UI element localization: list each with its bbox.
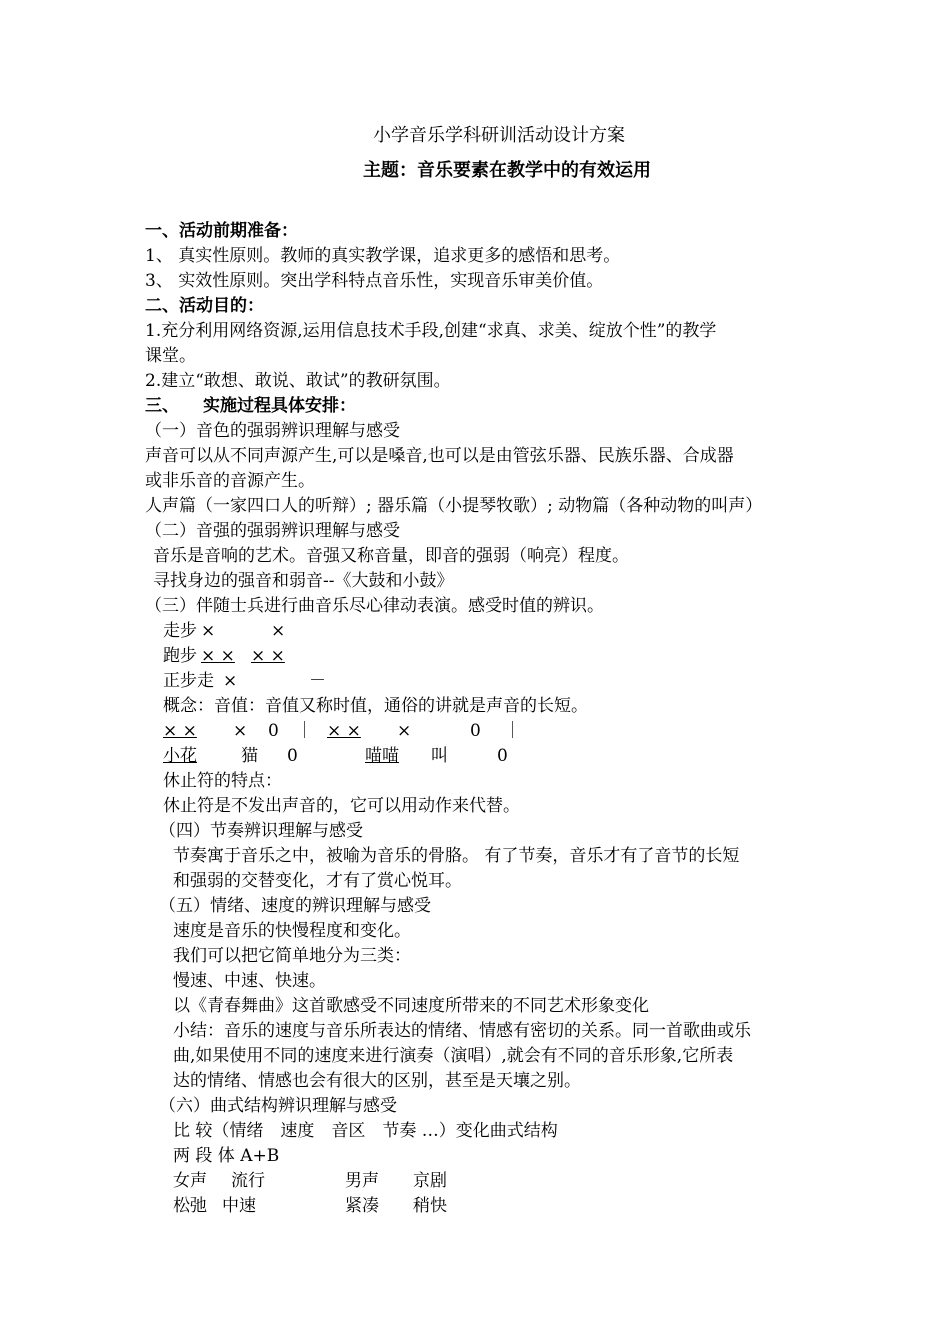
part2-line: 寻找身边的强音和弱音--《大鼓和小鼓》 (153, 571, 454, 591)
run-note: × × (201, 646, 235, 666)
walk-label: 走步 (163, 621, 197, 641)
part6-heading: （六）曲式结构辨识理解与感受 (159, 1096, 397, 1116)
structure-cell: 中速 (222, 1196, 256, 1216)
part5-line: 以《青春舞曲》这首歌感受不同速度所带来的不同艺术形象变化 (173, 996, 649, 1016)
section2-item1-line1: 1.充分利用网络资源,运用信息技术手段,创建“求真、求美、绽放个性”的教学 (145, 321, 717, 341)
part5-line: 速度是音乐的快慢程度和变化。 (173, 921, 411, 941)
march-note: － (309, 671, 326, 691)
rhythm-barline: ｜ (296, 721, 313, 741)
section3-heading-text: 实施过程具体安排： (203, 396, 356, 416)
walk-note: × (271, 621, 286, 641)
rhythm-note: × × (163, 721, 197, 741)
structure-cell: 京剧 (413, 1171, 447, 1191)
part2-heading: （二）音强的强弱辨识理解与感受 (145, 521, 400, 541)
rhythm-barline: ｜ (504, 721, 521, 741)
lyric: 0 (497, 746, 508, 766)
part5-line: 达的情绪、情感也会有很大的区别，甚至是天壤之别。 (173, 1071, 581, 1091)
part5-line: 我们可以把它简单地分为三类： (173, 946, 411, 966)
part3-heading: （三）伴随士兵进行曲音乐尽心律动表演。感受时值的辨识。 (145, 596, 604, 616)
part1-heading: （一）音色的强弱辨识理解与感受 (145, 421, 400, 441)
part4-heading: （四）节奏辨识理解与感受 (159, 821, 363, 841)
section1-item: 1、 真实性原则。教师的真实教学课，追求更多的感悟和思考。 (145, 246, 621, 266)
part4-line: 节奏寓于音乐之中，被喻为音乐的骨胳。 有了节奏，音乐才有了音节的长短 (173, 846, 740, 866)
part1-line: 或非乐音的音源产生。 (145, 471, 315, 491)
lyric: 叫 (431, 746, 448, 766)
rhythm-note: 0 (268, 721, 279, 741)
walk-note: × (201, 621, 216, 641)
march-note: × (223, 671, 238, 691)
rhythm-note: × (233, 721, 248, 741)
rest-text: 休止符是不发出声音的，它可以用动作来代替。 (163, 796, 520, 816)
document-subtitle: 主题：音乐要素在教学中的有效运用 (363, 160, 651, 181)
part5-line: 小结：音乐的速度与音乐所表达的情绪、情感有密切的关系。同一首歌曲或乐 (173, 1021, 751, 1041)
march-label: 正步走 (163, 671, 214, 691)
part1-line: 声音可以从不同声源产生,可以是嗓音,也可以是由管弦乐器、民族乐器、合成器 (145, 446, 734, 466)
structure-cell: 松弛 (173, 1196, 207, 1216)
concept-line: 概念：音值：音值又称时值，通俗的讲就是声音的长短。 (163, 696, 588, 716)
rhythm-note: 0 (470, 721, 481, 741)
part5-heading: （五）情绪、速度的辨识理解与感受 (159, 896, 431, 916)
rhythm-note: × (397, 721, 412, 741)
part5-line: 慢速、中速、快速。 (173, 971, 326, 991)
structure-cell: 女声 (173, 1171, 207, 1191)
part6-line: 两 段 体 A+B (173, 1146, 280, 1166)
document-title: 小学音乐学科研训活动设计方案 (373, 125, 625, 146)
lyric: 0 (287, 746, 298, 766)
section2-heading: 二、活动目的： (145, 296, 264, 316)
section3-heading-num: 三、 (145, 396, 179, 416)
structure-cell: 流行 (231, 1171, 265, 1191)
part5-line: 曲,如果使用不同的速度来进行演奏（演唱）,就会有不同的音乐形象,它所表 (173, 1046, 734, 1066)
section1-heading: 一、活动前期准备： (145, 221, 298, 241)
structure-cell: 男声 (345, 1171, 379, 1191)
run-note: × × (251, 646, 285, 666)
part1-line: 人声篇（一家四口人的听辩）; 器乐篇（小提琴牧歌）; 动物篇（各种动物的叫声） (145, 496, 763, 516)
section1-item: 3、 实效性原则。突出学科特点音乐性，实现音乐审美价值。 (145, 271, 604, 291)
lyric: 猫 (241, 746, 258, 766)
section2-item2: 2.建立“敢想、敢说、敢试”的教研氛围。 (145, 371, 451, 391)
part2-line: 音乐是音响的艺术。音强又称音量，即音的强弱（响亮）程度。 (153, 546, 629, 566)
lyric: 喵喵 (365, 746, 399, 766)
rhythm-note: × × (327, 721, 361, 741)
structure-cell: 稍快 (413, 1196, 447, 1216)
lyric: 小花 (163, 746, 197, 766)
section2-item1-line2: 课堂。 (145, 346, 196, 366)
rest-heading: 休止符的特点： (163, 771, 282, 791)
run-label: 跑步 (163, 646, 197, 666)
part4-line: 和强弱的交替变化，才有了赏心悦耳。 (173, 871, 462, 891)
structure-cell: 紧凑 (345, 1196, 379, 1216)
part6-line: 比 较（情绪 速度 音区 节奏 …）变化曲式结构 (173, 1121, 558, 1141)
